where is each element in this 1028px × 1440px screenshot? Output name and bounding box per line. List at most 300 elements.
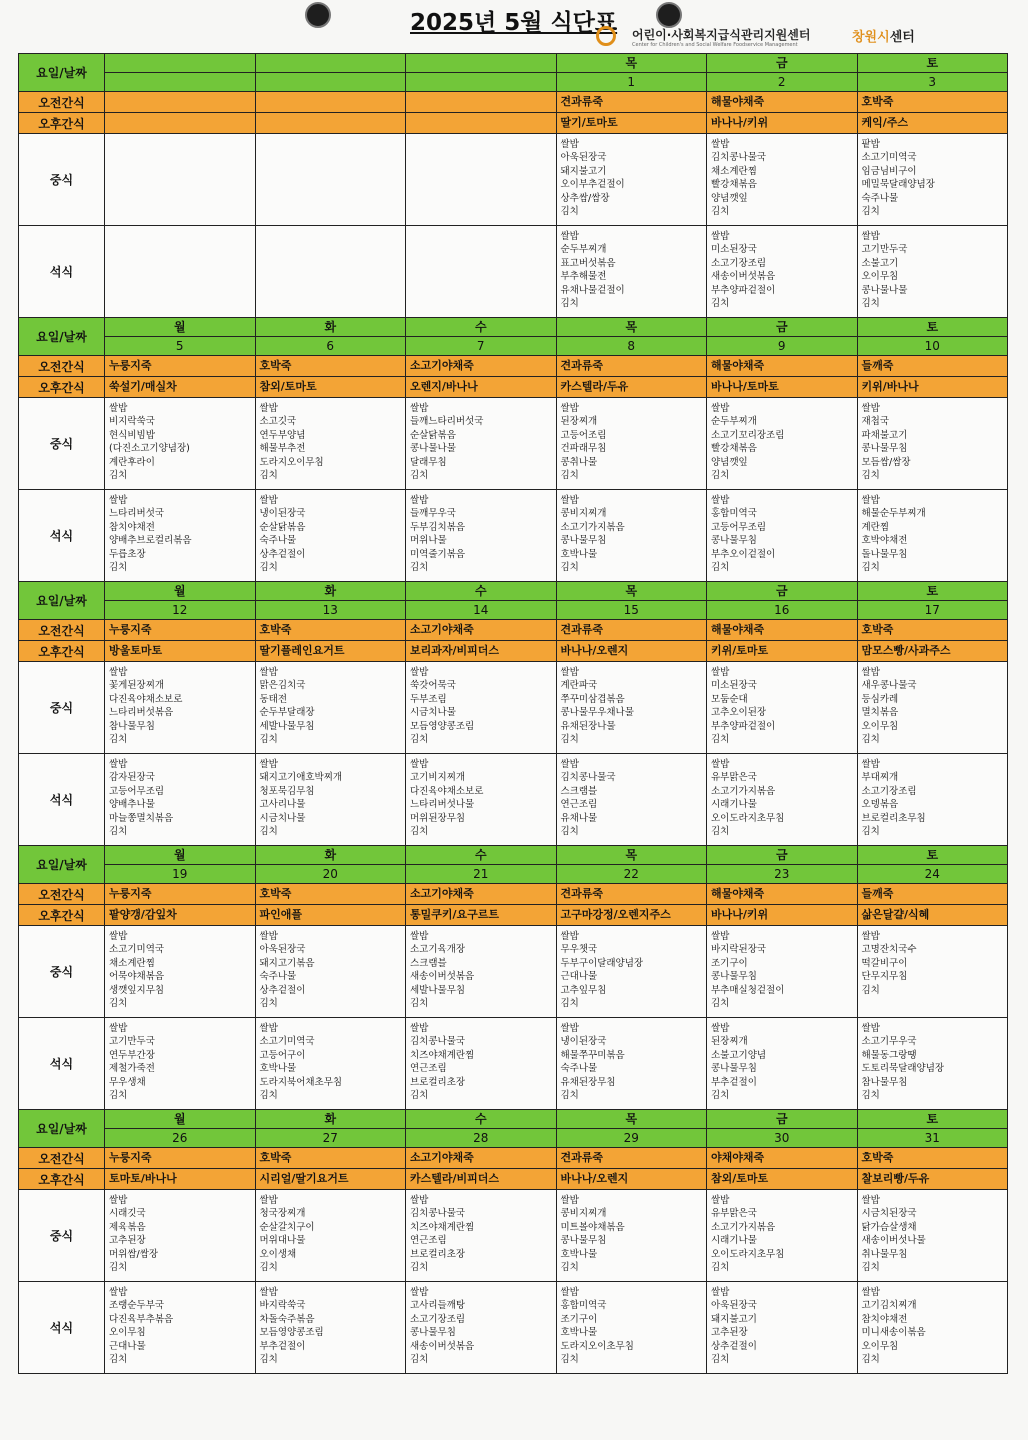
menu-item: 달래무침 (410, 456, 447, 468)
date-cell (406, 73, 557, 92)
menu-item: 순두부찌개 (560, 244, 607, 256)
menu-item: 두부구이달래양념장 (560, 957, 644, 969)
weekday-cell: 목 (556, 846, 707, 865)
am-snack-cell: 견과류죽 (556, 356, 707, 377)
menu-item: 채소계란찜 (109, 957, 155, 969)
pm-snack-cell: 쑥설기/매실차 (105, 377, 256, 398)
menu-item: 유부맑은국 (711, 772, 757, 784)
menu-item: 참나물무침 (109, 720, 155, 732)
date-cell: 27 (255, 1129, 406, 1148)
menu-item: 부추매실청겉절이 (711, 984, 785, 996)
menu-item: 닭가슴살생채 (861, 1221, 917, 1233)
menu-item: 쌀밥 (259, 931, 278, 942)
menu-item: 김치 (861, 733, 880, 745)
menu-item: 소고기장조림 (711, 257, 767, 269)
menu-item: 김치 (259, 825, 278, 837)
menu-item: 김치 (560, 1089, 579, 1101)
date-cell: 20 (255, 865, 406, 884)
menu-item: 김치 (861, 469, 880, 481)
menu-item: 쌀밥 (259, 495, 278, 506)
lunch-row (19, 662, 1008, 754)
dinner-menu-cell (707, 1018, 858, 1110)
menu-item: 아욱된장국 (711, 1300, 757, 1312)
menu-item: 콩나물나물 (410, 443, 456, 455)
menu-item: 미니새송이볶음 (861, 1327, 926, 1339)
menu-item: 오이무침 (861, 720, 899, 732)
center-logo-icon (596, 26, 616, 46)
menu-item: 쭈꾸미삼겹볶음 (560, 693, 625, 705)
label-lunch: 중식 (19, 398, 105, 490)
menu-item: 콩나물무침 (711, 971, 757, 983)
weekday-cell: 금 (707, 1110, 858, 1129)
menu-item: 부추오이겉절이 (711, 548, 776, 560)
week-date-row (19, 337, 1008, 356)
menu-item: 쌀밥 (109, 667, 128, 678)
menu-item: 고기김치찌개 (861, 1300, 917, 1312)
menu-item: 김치 (711, 1261, 730, 1273)
date-cell: 2 (707, 73, 858, 92)
menu-item: 도라지오이초무침 (560, 1340, 634, 1352)
menu-item: 두릅초장 (109, 548, 146, 560)
label-dayrow: 요일/날짜 (19, 318, 105, 356)
menu-item: 오이부추겉절이 (560, 179, 625, 191)
weekday-cell: 월 (105, 318, 256, 337)
menu-item: 소고기가지볶음 (711, 1221, 776, 1233)
menu-item: 치즈야채계란찜 (410, 1049, 475, 1061)
date-cell: 15 (556, 601, 707, 620)
menu-item: 쌀밥 (861, 1195, 880, 1206)
menu-item: 콩나물무우채나물 (560, 707, 634, 719)
weekday-cell: 월 (105, 846, 256, 865)
menu-item: 상추겉절이 (259, 984, 306, 996)
week-day-row (19, 846, 1008, 865)
menu-item: 유채된장무침 (560, 1076, 616, 1088)
dinner-menu-cell (556, 490, 707, 582)
menu-item: 김치 (259, 997, 278, 1009)
menu-item: 새송이버섯볶음 (410, 971, 475, 983)
lunch-menu-cell (857, 134, 1008, 226)
am-snack-cell: 누룽지죽 (105, 1148, 256, 1169)
menu-item: 쌀밥 (861, 403, 880, 414)
menu-item: 김치 (410, 733, 429, 745)
date-cell: 24 (857, 865, 1008, 884)
menu-item: 유부맑은국 (711, 1208, 757, 1220)
label-am: 오전간식 (19, 620, 105, 641)
menu-item: 쌀밥 (861, 1287, 880, 1298)
menu-item: 호박나물 (259, 1063, 297, 1075)
am-snack-cell: 해물야채죽 (707, 92, 858, 113)
menu-item: (다진소고기양념장) (109, 443, 190, 455)
am-snack-cell: 견과류죽 (556, 620, 707, 641)
date-cell: 10 (857, 337, 1008, 356)
label-dinner: 석식 (19, 226, 105, 318)
menu-item: 고추된장 (109, 1235, 146, 1247)
menu-item: 쌀밥 (560, 139, 579, 150)
weekday-cell: 금 (707, 54, 858, 73)
menu-item: 참나물무침 (861, 1076, 908, 1088)
menu-item: 소고깃국 (259, 416, 297, 428)
menu-item: 시래깃국 (109, 1208, 146, 1220)
menu-item: 쌀밥 (711, 759, 730, 770)
menu-item: 쌀밥 (861, 931, 880, 942)
lunch-menu-cell (406, 1190, 557, 1282)
menu-item: 소불고기양념 (711, 1049, 767, 1061)
menu-item: 쌀밥 (109, 495, 128, 506)
menu-item: 양배추브로컬리볶음 (109, 535, 192, 547)
snack-row (19, 905, 1008, 926)
am-snack-cell: 견과류죽 (556, 884, 707, 905)
center-subtitle: Center for Children's and Social Welfare Foodservice Management (632, 42, 798, 48)
menu-item: 고추잎무침 (560, 984, 607, 996)
menu-item: 참치야채전 (861, 1313, 908, 1325)
dinner-menu-cell (255, 1282, 406, 1374)
dinner-menu-cell (857, 226, 1008, 318)
menu-item: 연근조림 (410, 1235, 447, 1247)
menu-item: 쌀밥 (410, 1195, 429, 1206)
menu-item: 머위대나물 (259, 1235, 306, 1247)
date-cell: 7 (406, 337, 557, 356)
menu-item: 김치콩나물국 (410, 1208, 466, 1220)
menu-item: 미소된장국 (711, 244, 757, 256)
dinner-menu-cell (857, 754, 1008, 846)
date-cell: 12 (105, 601, 256, 620)
am-snack-cell: 호박죽 (857, 620, 1008, 641)
menu-item: 돼지고기볶음 (259, 957, 315, 969)
label-dinner: 석식 (19, 754, 105, 846)
date-cell: 13 (255, 601, 406, 620)
lunch-menu-cell (406, 398, 557, 490)
menu-item: 쌀밥 (259, 667, 278, 678)
binder-ring-right (656, 2, 682, 28)
menu-item: 고등어무조림 (109, 785, 165, 797)
menu-item: 오뎅볶음 (861, 799, 899, 811)
menu-item: 홍합미역국 (711, 508, 757, 520)
menu-item: 쌀밥 (711, 667, 730, 678)
menu-item: 고추오이된장 (711, 707, 767, 719)
menu-item: 건파래무침 (560, 443, 607, 455)
menu-item: 상추겉절이 (711, 1340, 757, 1352)
menu-item: 머위된장무침 (410, 812, 466, 824)
menu-item: 쌀밥 (259, 1195, 278, 1206)
menu-item: 비지락쑥국 (109, 416, 155, 428)
center-name: 어린이·사회복지급식관리지원센터 (632, 28, 811, 42)
weekday-cell: 화 (255, 318, 406, 337)
menu-item: 김치 (711, 825, 730, 837)
menu-item: 양념깻잎 (711, 456, 748, 468)
menu-item: 새송이버섯볶음 (711, 271, 776, 283)
date-cell: 14 (406, 601, 557, 620)
date-cell: 31 (857, 1129, 1008, 1148)
weekday-cell (105, 54, 256, 73)
am-snack-cell: 야채야채죽 (707, 1148, 858, 1169)
menu-item: 쌀밥 (861, 495, 880, 506)
menu-item: 소고기가지볶음 (711, 785, 776, 797)
week-day-row (19, 582, 1008, 601)
menu-item: 부추겉절이 (711, 1076, 757, 1088)
menu-item: 김치 (259, 733, 278, 745)
menu-item: 숙주나물 (259, 535, 297, 547)
menu-item: 다진육야채소보로 (109, 693, 183, 705)
weekday-cell: 화 (255, 582, 406, 601)
menu-item: 숙주나물 (259, 971, 297, 983)
menu-item: 멸치볶음 (861, 707, 899, 719)
menu-item: 김치 (109, 1089, 128, 1101)
pm-snack-cell: 바나나/오렌지 (556, 641, 707, 662)
menu-item: 순살닭볶음 (410, 429, 456, 441)
label-dayrow: 요일/날짜 (19, 846, 105, 884)
pm-snack-cell (255, 113, 406, 134)
menu-item: 쌀밥 (560, 403, 579, 414)
date-cell: 21 (406, 865, 557, 884)
weekday-cell: 월 (105, 582, 256, 601)
menu-item: 근대나물 (109, 1340, 146, 1352)
lunch-menu-cell (857, 1190, 1008, 1282)
menu-item: 콩나물무침 (560, 1235, 607, 1247)
menu-item: 소불고기 (861, 257, 899, 269)
menu-item: 콩나물무침 (711, 1063, 757, 1075)
menu-item: 숙주나물 (861, 192, 899, 204)
snack-row (19, 92, 1008, 113)
menu-item: 쌀밥 (109, 1195, 128, 1206)
menu-item: 고등어구이 (259, 1049, 306, 1061)
menu-item: 부추겉절이 (259, 1340, 306, 1352)
menu-item: 느타리버섯볶음 (109, 707, 174, 719)
menu-item: 소고기꼬리장조림 (711, 429, 785, 441)
lunch-menu-cell (556, 1190, 707, 1282)
menu-item: 다진육야채소보로 (410, 785, 484, 797)
pm-snack-cell: 바나나/오렌지 (556, 1169, 707, 1190)
dinner-row (19, 1018, 1008, 1110)
label-dinner: 석식 (19, 1282, 105, 1374)
menu-item: 쌀밥 (109, 931, 128, 942)
lunch-menu-cell (556, 662, 707, 754)
menu-item: 김치 (861, 1261, 880, 1273)
menu-item: 김치 (711, 733, 730, 745)
menu-item: 김치 (560, 561, 579, 573)
date-cell: 9 (707, 337, 858, 356)
menu-item: 쌀밥 (711, 1287, 730, 1298)
date-cell (255, 73, 406, 92)
week-day-row (19, 318, 1008, 337)
menu-item: 떡갈비구이 (861, 957, 908, 969)
pm-snack-cell: 딸기/토마토 (556, 113, 707, 134)
label-dayrow: 요일/날짜 (19, 54, 105, 92)
weekday-cell: 토 (857, 846, 1008, 865)
menu-item: 냉이된장국 (259, 508, 306, 520)
pm-snack-cell: 방울토마토 (105, 641, 256, 662)
menu-item: 김치 (861, 205, 880, 217)
menu-item: 쌀밥 (109, 1287, 128, 1298)
dinner-menu-cell (406, 1282, 557, 1374)
am-snack-cell: 견과류죽 (556, 1148, 707, 1169)
weekday-cell: 토 (857, 54, 1008, 73)
label-lunch: 중식 (19, 134, 105, 226)
lunch-menu-cell (406, 926, 557, 1018)
menu-item: 바지락된장국 (711, 944, 767, 956)
menu-item: 유채나물 (560, 812, 598, 824)
menu-item: 부추해물전 (560, 271, 607, 283)
menu-item: 콩나물무침 (861, 443, 908, 455)
menu-item: 소고기미역국 (861, 152, 917, 164)
label-am: 오전간식 (19, 884, 105, 905)
menu-item: 청포묵김무침 (259, 785, 315, 797)
menu-item: 김치 (560, 1261, 579, 1273)
weekday-cell: 목 (556, 1110, 707, 1129)
date-cell: 22 (556, 865, 707, 884)
week-date-row (19, 1129, 1008, 1148)
menu-item: 쌀밥 (259, 759, 278, 770)
date-cell: 29 (556, 1129, 707, 1148)
lunch-menu-cell (105, 926, 256, 1018)
menu-item: 쌀밥 (109, 1023, 128, 1034)
lunch-menu-cell (105, 134, 256, 226)
menu-item: 돼지불고기 (711, 1313, 757, 1325)
menu-item: 바지락쑥국 (259, 1300, 306, 1312)
menu-item: 마늘쫑멸치볶음 (109, 812, 174, 824)
menu-item: 시래기나물 (711, 799, 757, 811)
dinner-menu-cell (105, 226, 256, 318)
dinner-menu-cell (255, 1018, 406, 1110)
snack-row (19, 884, 1008, 905)
menu-item: 쌀밥 (259, 1023, 278, 1034)
menu-item: 소고기미역국 (109, 944, 165, 956)
menu-item: 소고기무우국 (861, 1036, 917, 1048)
weekday-cell: 금 (707, 582, 858, 601)
menu-table (18, 53, 1008, 1374)
lunch-menu-cell (105, 1190, 256, 1282)
menu-item: 김치 (410, 469, 429, 481)
menu-item: 김치 (560, 997, 579, 1009)
label-lunch: 중식 (19, 926, 105, 1018)
menu-item: 김치 (109, 825, 128, 837)
dinner-menu-cell (556, 1018, 707, 1110)
menu-item: 브로컬리초장 (410, 1248, 466, 1260)
menu-item: 쌀밥 (410, 495, 429, 506)
menu-item: 등심카레 (861, 693, 899, 705)
menu-item: 김치 (410, 997, 429, 1009)
menu-item: 쌀밥 (259, 1287, 278, 1298)
dinner-menu-cell (556, 1282, 707, 1374)
date-cell: 30 (707, 1129, 858, 1148)
menu-item: 김치 (109, 733, 128, 745)
menu-item: 소고기장조림 (861, 785, 917, 797)
am-snack-cell: 소고기야채죽 (406, 620, 557, 641)
pm-snack-cell: 참외/토마토 (255, 377, 406, 398)
dinner-menu-cell (255, 490, 406, 582)
menu-item: 도라지북어채초무침 (259, 1076, 343, 1088)
date-cell (105, 73, 256, 92)
menu-item: 쌀밥 (861, 231, 880, 242)
dinner-menu-cell (406, 490, 557, 582)
menu-item: 재첩국 (861, 416, 890, 428)
menu-item: 쑥갓어묵국 (410, 680, 456, 692)
am-snack-cell: 해물야채죽 (707, 620, 858, 641)
menu-item: 도토리묵달래양념장 (861, 1063, 945, 1075)
menu-item: 세발나물무침 (410, 984, 466, 996)
menu-item: 돼지불고기 (560, 165, 607, 177)
weekday-cell: 화 (255, 1110, 406, 1129)
menu-item: 호박나물 (560, 548, 598, 560)
weekday-cell: 화 (255, 846, 406, 865)
menu-item: 스크램블 (410, 957, 447, 969)
am-snack-cell: 들깨죽 (857, 884, 1008, 905)
menu-item: 쌀밥 (560, 231, 579, 242)
weekday-cell: 금 (707, 846, 858, 865)
dinner-menu-cell (857, 1018, 1008, 1110)
menu-item: 메밀묵달래양념장 (861, 179, 935, 191)
menu-item: 스크램블 (560, 785, 598, 797)
menu-item: 시금치된장국 (861, 1208, 917, 1220)
menu-item: 쌀밥 (410, 1023, 429, 1034)
weekday-cell: 목 (556, 582, 707, 601)
pm-snack-cell: 바나나/토마토 (707, 377, 858, 398)
menu-item: 쌀밥 (711, 231, 730, 242)
menu-item: 쌀밥 (560, 495, 579, 506)
menu-item: 김치 (410, 825, 429, 837)
menu-item: 김치 (259, 561, 278, 573)
pm-snack-cell: 시리얼/딸기요거트 (255, 1169, 406, 1190)
date-cell: 16 (707, 601, 858, 620)
snack-row (19, 1148, 1008, 1169)
label-am: 오전간식 (19, 356, 105, 377)
menu-item: 임금님비구이 (861, 165, 917, 177)
menu-item: 순살닭볶음 (259, 521, 306, 533)
menu-item: 연근조림 (410, 1063, 447, 1075)
menu-item: 해물부추전 (259, 443, 306, 455)
menu-item: 오이생채 (259, 1248, 297, 1260)
menu-item: 김치 (109, 469, 128, 481)
snack-row (19, 620, 1008, 641)
menu-item: 김치 (109, 1261, 128, 1273)
menu-item: 고기만두국 (109, 1036, 155, 1048)
menu-item: 쌀밥 (109, 759, 128, 770)
menu-item: 김치 (711, 1353, 730, 1365)
lunch-menu-cell (707, 662, 858, 754)
dinner-menu-cell (406, 754, 557, 846)
weekday-cell: 월 (105, 1110, 256, 1129)
am-snack-cell: 소고기야채죽 (406, 356, 557, 377)
lunch-menu-cell (857, 662, 1008, 754)
menu-item: 김치 (560, 205, 579, 217)
menu-item: 김치 (109, 997, 128, 1009)
pm-snack-cell: 맘모스빵/사과주스 (857, 641, 1008, 662)
week-date-row (19, 73, 1008, 92)
pm-snack-cell: 바나나/키위 (707, 113, 858, 134)
menu-item: 쌀밥 (711, 403, 730, 414)
menu-item: 김치 (861, 825, 880, 837)
menu-item: 취나물무침 (861, 1248, 908, 1260)
menu-item: 단무지무침 (861, 971, 908, 983)
label-am: 오전간식 (19, 1148, 105, 1169)
menu-item: 김치 (861, 984, 880, 996)
menu-item: 김치 (711, 205, 730, 217)
menu-item: 빨강채볶음 (711, 443, 757, 455)
menu-item: 호박나물 (560, 1327, 598, 1339)
date-cell: 3 (857, 73, 1008, 92)
menu-item: 김치 (861, 297, 880, 309)
am-snack-cell: 소고기야채죽 (406, 1148, 557, 1169)
date-cell: 8 (556, 337, 707, 356)
am-snack-cell: 소고기야채죽 (406, 884, 557, 905)
menu-item: 제육볶음 (109, 1221, 146, 1233)
date-cell: 1 (556, 73, 707, 92)
menu-item: 새우콩나물국 (861, 680, 917, 692)
menu-item: 콩나물무침 (711, 535, 757, 547)
menu-item: 고사리나물 (259, 799, 306, 811)
am-snack-cell: 호박죽 (255, 356, 406, 377)
menu-item: 모듬쌈/쌈장 (861, 456, 911, 468)
menu-item: 순두부달래장 (259, 707, 315, 719)
